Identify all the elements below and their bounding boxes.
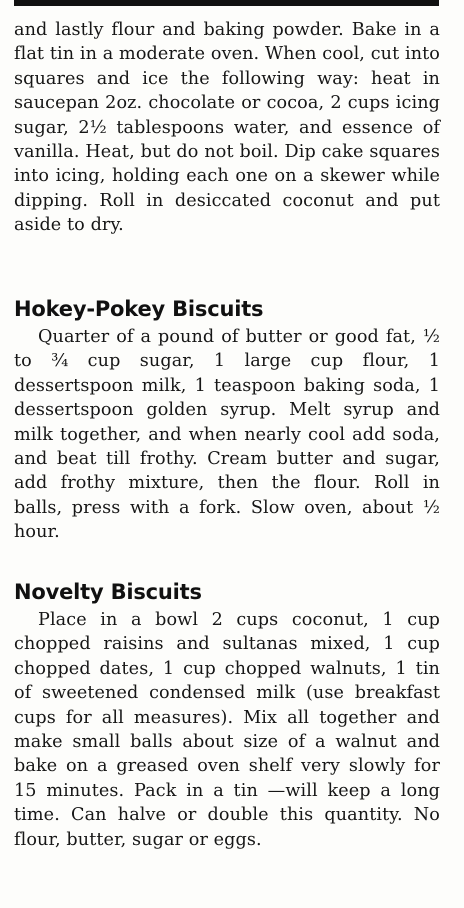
recipe-title-hokey-pokey: Hokey-Pokey Biscuits xyxy=(14,297,264,321)
top-border-rule xyxy=(14,0,439,6)
intro-paragraph: and lastly flour and baking powder. Bake in a flat tin in a moderate oven. When cool, cut into squares and ice the following way: heat in saucepan 2oz. chocolate or cocoa, 2 cups icing sugar, 2½ tablespoons water, and essence of vanilla. Heat, but do not boil. Dip cake squares into icing, holding each one on a skewer while dipping. Roll in desiccated coconut and put aside to dry. xyxy=(14,20,440,236)
recipe-title-novelty: Novelty Biscuits xyxy=(14,580,202,604)
recipe-text-hokey-pokey: Quarter of a pound of butter or good fat, ½ to ¾ cup sugar, 1 large cup flour, 1 dessertspoon milk, 1 teaspoon baking soda, 1 dessertspoon golden syrup. Melt syrup and milk together, and when nearly cool add soda, and beat till frothy. Cream butter and sugar, add frothy mixture, then the flour. Roll in balls, press with a fork. Slow oven, about ½ hour. xyxy=(14,327,440,543)
recipe-text-novelty: Place in a bowl 2 cups coconut, 1 cup chopped raisins and sultanas mixed, 1 cup chopped dates, 1 cup chopped walnuts, 1 tin of sweetened condensed milk (use breakfast cups for all measures). Mix all together and make small balls about size of a walnut and bake on a greased oven shelf very slowly for 15 minutes. Pack in a tin —will keep a long time. Can halve or double this quantity. No flour, butter, sugar or eggs. xyxy=(14,610,440,850)
